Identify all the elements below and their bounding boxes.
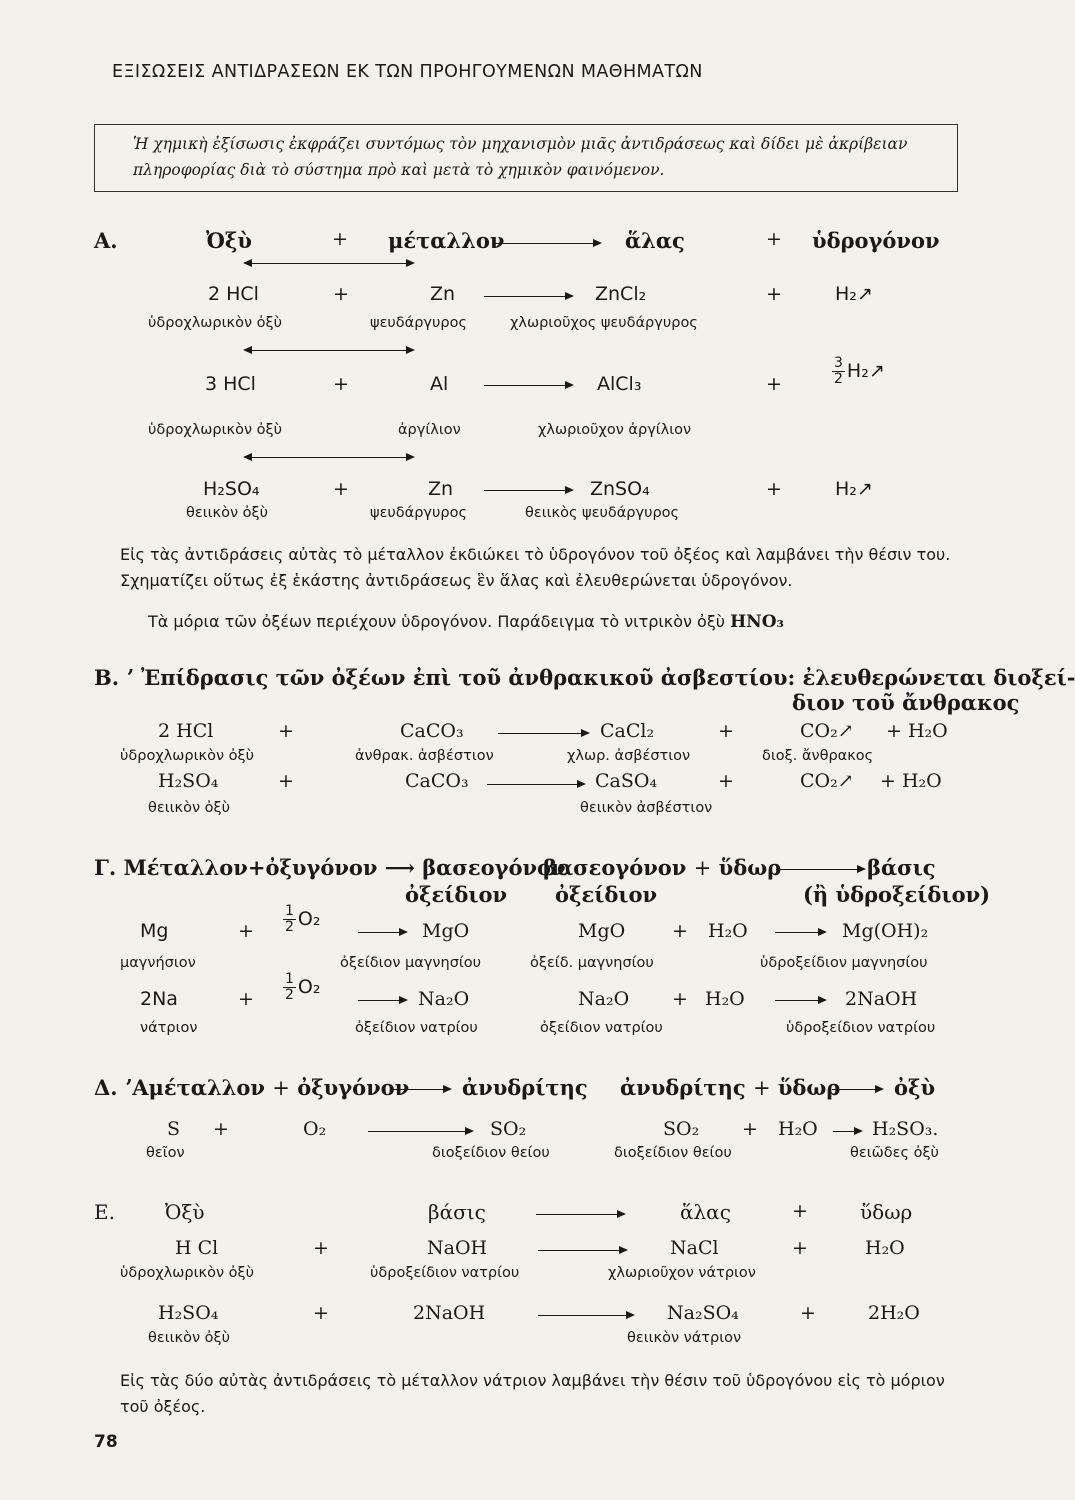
plus: + [766, 228, 782, 250]
section-e-base: βάσις [428, 1200, 486, 1224]
plus: + [332, 228, 348, 250]
exchange-arrow [245, 263, 413, 264]
plus: + [742, 1118, 758, 1140]
formula: 2 HCl [208, 283, 259, 305]
label: διοξ. ἄνθρακος [762, 748, 874, 764]
section-e-letter: Ε. [94, 1200, 115, 1224]
plus: + [238, 920, 254, 942]
plus: + [238, 988, 254, 1010]
formula: SO₂ [663, 1118, 700, 1140]
label: θεῖον [146, 1145, 185, 1161]
paragraph: Τὰ μόρια τῶν ὀξέων περιέχουν ὑδρογόνον. Παράδειγμα τὸ νιτρικὸν ὀξὺ HNO₃ [148, 612, 784, 632]
label: ὑδροχλωρικὸν ὀξὺ [148, 422, 283, 438]
exchange-arrow [245, 350, 413, 351]
label: ὀξείδιον μαγνησίου [340, 955, 482, 971]
formula: 2 HCl [158, 720, 214, 742]
gas-arrow-icon: ↗ [837, 770, 854, 792]
label: χλωριοῦχον ἀργίλιον [538, 422, 692, 438]
reaction-arrow [538, 1250, 626, 1251]
formula: H₂↗ [835, 283, 873, 305]
formula: Na₂O [418, 988, 470, 1010]
formula: Al [430, 373, 449, 395]
formula: 2NaOH [413, 1302, 486, 1324]
reaction-arrow [484, 385, 572, 386]
formula: H₂O [778, 1118, 818, 1140]
plus: + [278, 720, 294, 742]
formula: MgO [578, 920, 626, 942]
reaction-arrow [487, 784, 584, 785]
section-e-salt: ἅλας [680, 1200, 731, 1224]
intro-text: Ἡ χημικὴ ἐξίσωσις ἐκφράζει συντόμως τὸν μηχανισμὸν μιᾶς ἀντιδράσεως καὶ δίδει μὲ ἀκρίβειαν πληροφορίας διὰ τὸ σύστημα πρὸ καὶ μετὰ τὸ χημικὸν φαινόμενον. [133, 135, 908, 179]
formula: Mg(OH)₂ [842, 920, 929, 942]
formula: NaOH [427, 1237, 488, 1259]
formula: $\frac{1}{2}$ O₂ [285, 903, 321, 935]
formula: Zn [428, 478, 454, 500]
label: θειῶδες ὀξὺ [850, 1145, 939, 1161]
label: χλωριοῦχος ψευδάργυρος [510, 315, 698, 331]
plus: + [766, 478, 782, 500]
reaction-arrow [833, 1131, 861, 1132]
section-d-anhydride-2: ἀνυδρίτης + ὕδωρ [620, 1075, 841, 1100]
formula: 2H₂O [868, 1302, 920, 1324]
label: θειικὸν ὀξὺ [148, 1330, 230, 1346]
section-e-water: ὕδωρ [860, 1200, 913, 1224]
section-d-acid: ὀξὺ [894, 1075, 936, 1100]
plus: + [672, 988, 688, 1010]
gas-arrow-icon: ↗ [856, 478, 873, 500]
label: ὑδροξείδιον νατρίου [786, 1020, 936, 1036]
section-d-title: Δ. ʼΑμέταλλον + ὀξυγόνον [94, 1075, 410, 1100]
label: χλωριοῦχον νάτριον [608, 1265, 756, 1281]
plus: + [718, 770, 734, 792]
plus: + [333, 478, 349, 500]
fraction: $\frac{1}{2}$ [285, 971, 294, 1003]
gas-arrow-icon: ↗ [837, 720, 854, 742]
formula: H₂SO₃. [872, 1118, 939, 1140]
reaction-arrow [484, 490, 572, 491]
formula: H₂SO₄ [203, 478, 260, 500]
label: ἀργίλιον [398, 422, 461, 438]
formula: + H₂O [880, 770, 942, 792]
label: χλωρ. ἀσβέστιον [567, 748, 691, 764]
formula: H₂O [865, 1237, 905, 1259]
paragraph: Εἰς τὰς ἀντιδράσεις αὐτὰς τὸ μέταλλον ἐκδιώκει τὸ ὑδρογόνον τοῦ ὀξέος καὶ λαμβάνει τὴν θέσιν του. Σχηματίζει οὕτως ἐξ ἑκάστης ἀντιδράσεως ἓν ἅλας καὶ ἐλευθερώνεται ὑδρογόνον. [120, 545, 951, 590]
formula: NaCl [670, 1237, 719, 1259]
formula: CaSO₄ [595, 770, 658, 792]
label: ψευδάργυρος [370, 505, 467, 521]
reaction-arrow [498, 733, 588, 734]
section-a-metal: μέταλλον [388, 228, 505, 253]
reaction-arrow [390, 1089, 450, 1090]
plus: + [672, 920, 688, 942]
formula: H₂O [705, 988, 745, 1010]
plus: + [313, 1302, 329, 1324]
formula: AlCl₃ [597, 373, 642, 395]
formula: Na₂O [578, 988, 630, 1010]
formula: CaCO₃ [405, 770, 469, 792]
label: ψευδάργυρος [370, 315, 467, 331]
formula: $\frac{3}{2}$ H₂↗ [834, 355, 885, 387]
reaction-arrow [775, 1000, 825, 1001]
plus: + [766, 283, 782, 305]
reaction-arrow [358, 932, 406, 933]
section-a-letter: Α. [94, 228, 118, 253]
formula: 2Na [140, 988, 178, 1010]
plus: + [333, 283, 349, 305]
section-e-acid: Ὀξὺ [165, 1200, 205, 1224]
formula: CO₂↗ [800, 770, 854, 792]
formula: $\frac{1}{2}$ O₂ [285, 971, 321, 1003]
label: ὑδροξείδιον μαγνησίου [760, 955, 928, 971]
fraction: $\frac{1}{2}$ [285, 903, 294, 935]
plus: + [313, 1237, 329, 1259]
intro-box [94, 124, 958, 192]
formula: Mg [140, 920, 169, 942]
label: ὀξείδιον νατρίου [355, 1020, 478, 1036]
label: θειικὸν ὀξὺ [186, 505, 268, 521]
reaction-arrow [832, 1089, 882, 1090]
formula: S [167, 1118, 181, 1140]
plus: + [718, 720, 734, 742]
label: διοξείδιον θείου [614, 1145, 732, 1161]
label: μαγνήσιον [120, 955, 196, 971]
page-title: ΕΞΙΣΩΣΕΙΣ ΑΝΤΙΔΡΑΣΕΩΝ ΕΚ ΤΩΝ ΠΡΟΗΓΟΥΜΕΝΩΝ ΜΑΘΗΜΑΤΩΝ [112, 62, 703, 82]
label: θειικὸν ἀσβέστιον [580, 800, 713, 816]
reaction-arrow [775, 932, 825, 933]
section-a-acid: Ὀξὺ [206, 228, 252, 253]
label: θειικὸν νάτριον [627, 1330, 742, 1346]
section-c-oxide: ὀξείδιον [555, 882, 658, 907]
plus: + [792, 1237, 808, 1259]
label: ὑδροχλωρικὸν ὀξὺ [120, 1265, 255, 1281]
label: θειικὸς ψευδάργυρος [525, 505, 680, 521]
reaction-arrow [484, 296, 572, 297]
plus: + [278, 770, 294, 792]
formula: CaCO₃ [400, 720, 464, 742]
label: ὀξείδιον νατρίου [540, 1020, 663, 1036]
formula: H₂SO₄ [158, 1302, 219, 1324]
reaction-arrow [538, 1315, 633, 1316]
formula: SO₂ [490, 1118, 527, 1140]
formula: MgO [422, 920, 470, 942]
formula: H₂SO₄ [158, 770, 219, 792]
plus: + [333, 373, 349, 395]
section-b-title: Β. ʼ Ἐπίδρασις τῶν ὀξέων ἐπὶ τοῦ ἀνθρακικοῦ ἀσβεστίου: ἐλευθερώνεται διοξεί- [94, 665, 1075, 690]
label: ἀνθρακ. ἀσβέστιον [355, 748, 494, 764]
exchange-arrow [245, 457, 413, 458]
section-a-hydrogen: ὑδρογόνον [812, 228, 940, 253]
section-c-base: βάσις [867, 855, 936, 880]
formula: + H₂O [886, 720, 948, 742]
reaction-arrow [358, 1000, 406, 1001]
section-d-anhydride: ἀνυδρίτης [462, 1075, 588, 1100]
label: ὑδροχλωρικὸν ὀξὺ [148, 315, 283, 331]
formula: ZnSO₄ [590, 478, 650, 500]
label: διοξείδιον θείου [432, 1145, 550, 1161]
formula: ZnCl₂ [595, 283, 647, 305]
reaction-arrow [368, 1131, 472, 1132]
gas-arrow-icon: ↗ [856, 283, 873, 305]
gas-arrow-icon: ↗ [868, 360, 885, 382]
formula: H₂O [708, 920, 748, 942]
section-a-salt: ἅλας [625, 228, 685, 253]
plus: + [792, 1200, 808, 1222]
section-c-base-oxide-2: βασεογόνον + ὕδωρ [543, 855, 782, 880]
label: ὑδροξείδιον νατρίου [370, 1265, 520, 1281]
plus: + [213, 1118, 229, 1140]
paragraph: Εἰς τὰς δύο αὐτὰς ἀντιδράσεις τὸ μέταλλον νάτριον λαμβάνει τὴν θέσιν τοῦ ὑδρογόνου εἰς τὸ μόριον τοῦ ὀξέος. [120, 1371, 945, 1416]
formula: O₂ [303, 1118, 327, 1140]
section-c-title: Γ. Μέταλλον+ὀξυγόνον ⟶ βασεογόνον [94, 855, 566, 880]
plus: + [766, 373, 782, 395]
formula: H₂↗ [835, 478, 873, 500]
plus: + [800, 1302, 816, 1324]
formula: 2NaOH [845, 988, 918, 1010]
formula: CO₂↗ [800, 720, 854, 742]
section-c-base-oxide: ὀξείδιον [405, 882, 508, 907]
formula: 3 HCl [205, 373, 256, 395]
label: ὀξείδ. μαγνησίου [530, 955, 654, 971]
formula: Zn [430, 283, 456, 305]
formula: H Cl [175, 1237, 219, 1259]
reaction-arrow [536, 1214, 624, 1215]
formula: CaCl₂ [600, 720, 655, 742]
fraction: $\frac{3}{2}$ [834, 355, 843, 387]
section-b-title-cont: διον τοῦ ἄνθρακος [792, 690, 1020, 715]
label: θειικὸν ὀξὺ [148, 800, 230, 816]
reaction-arrow [495, 243, 600, 244]
reaction-arrow [776, 869, 864, 870]
label: ὑδροχλωρικὸν ὀξὺ [120, 748, 255, 764]
section-c-hydroxide: (ἢ ὑδροξείδιον) [803, 882, 991, 907]
page-number: 78 [94, 1432, 118, 1452]
formula: Na₂SO₄ [667, 1302, 739, 1324]
label: νάτριον [140, 1020, 198, 1036]
arrow-icon: ⟶ [384, 855, 415, 880]
